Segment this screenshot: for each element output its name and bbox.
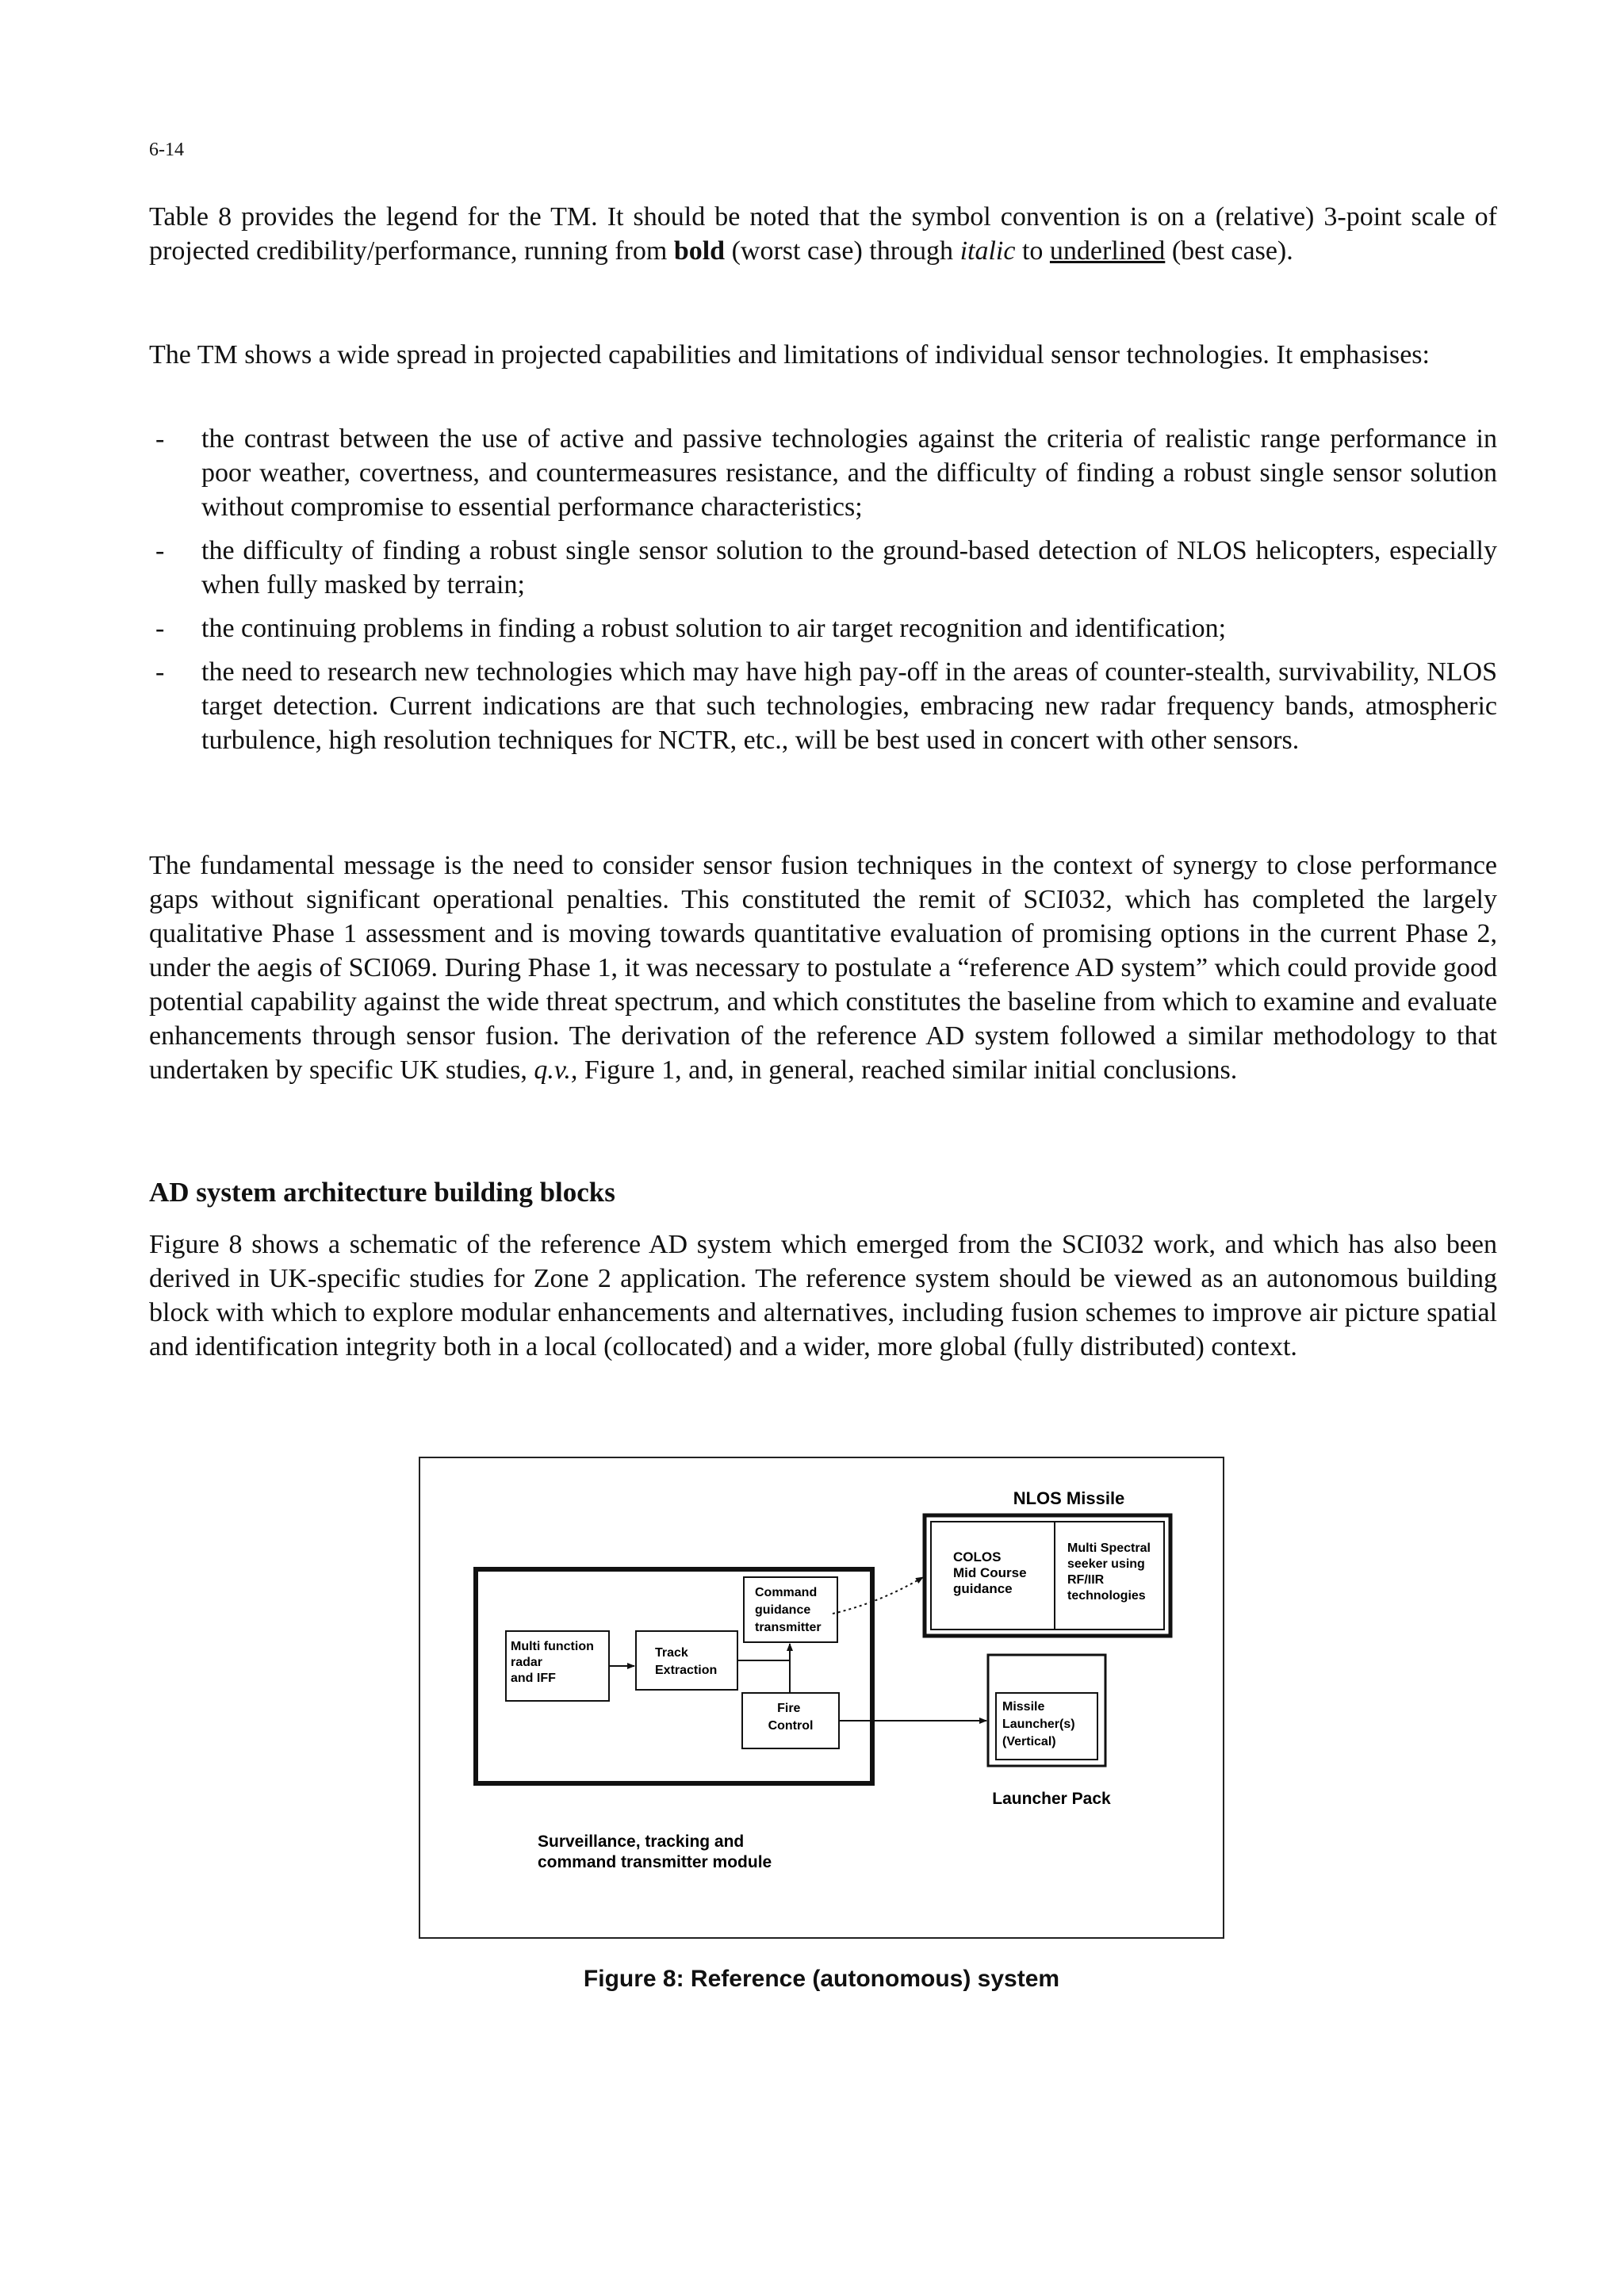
list-item bbox=[155, 611, 1497, 645]
page-number: 6-14 bbox=[149, 140, 184, 160]
surveillance-module-label: Surveillance, tracking and command transmitter module bbox=[538, 1833, 772, 1871]
emphasis-bullet-list bbox=[155, 422, 1497, 767]
bullet-marker: - bbox=[155, 657, 165, 687]
bullet-text: the contrast between the use of active and passive technologies against the criteria of realistic range performance in poor weather, covertness, and countermeasures resistance, and the difficulty of finding a robust single sensor solution without compromise to essential performance characteristics; bbox=[201, 424, 1497, 522]
fire-control-label: Fire Control bbox=[768, 1702, 814, 1733]
figure-diagram bbox=[420, 1458, 1226, 1940]
p3-italic: q.v., bbox=[534, 1055, 578, 1085]
p1-underlined-word: underlined bbox=[1049, 236, 1166, 266]
bullet-marker: - bbox=[155, 424, 165, 454]
section-heading: AD system architecture building blocks bbox=[149, 1177, 615, 1208]
p1-text-2: (worst case) through bbox=[725, 236, 960, 266]
track-extraction-label: Track Extraction bbox=[655, 1646, 718, 1677]
track-to-command-arrow bbox=[737, 1644, 790, 1660]
figure-caption: Figure 8: Reference (autonomous) system bbox=[583, 1966, 1060, 1992]
track-extraction-box bbox=[636, 1631, 737, 1690]
figure-reference-system bbox=[419, 1457, 1224, 1939]
list-item bbox=[155, 655, 1497, 757]
nlos-missile-title: NLOS Missile bbox=[1013, 1488, 1125, 1508]
command-to-missile-link bbox=[833, 1577, 923, 1614]
paragraph-figure-intro: Figure 8 shows a schematic of the reference AD system which emerged from the SCI032 work, and which has also been derived in UK-specific studies for Zone 2 application. The reference system should be viewed as an autonomous building block with which to explore modular enhancements and alternatives, including fusion schemes to improve air picture spatial and identification integrity both in a local (collocated) and a wider, more global (fully distributed) context. bbox=[149, 1230, 1497, 1361]
p1-text-3: to bbox=[1015, 236, 1050, 266]
colos-block: COLOS Mid Course guidance bbox=[953, 1549, 1027, 1596]
p1-text-4: (best case). bbox=[1165, 236, 1293, 266]
bullet-text: the need to research new technologies which may have high pay-off in the areas of counter-stealth, survivability, NLOS target detection. Current indications are that such technologies, embracing new radar frequency bands, atmospheric turbulence, high resolution techniques for NCTR, etc., will be best used in concert with other sensors. bbox=[201, 657, 1497, 755]
launcher-pack-label: Launcher Pack bbox=[992, 1790, 1111, 1808]
p1-italic-word: italic bbox=[959, 236, 1016, 266]
bullet-marker: - bbox=[155, 614, 165, 643]
list-item bbox=[155, 534, 1497, 602]
p1-bold-word: bold bbox=[673, 236, 726, 266]
paragraph-fundamental-message bbox=[149, 848, 1497, 1087]
command-guidance-label: Command guidance transmitter bbox=[755, 1586, 822, 1634]
bullet-text: the difficulty of finding a robust single sensor solution to the ground-based detection of NLOS helicopters, especially when fully masked by terrain; bbox=[201, 536, 1497, 599]
bullet-marker: - bbox=[155, 536, 165, 565]
missile-launcher-label: Missile Launcher(s) (Vertical) bbox=[1002, 1700, 1075, 1748]
list-item bbox=[155, 422, 1497, 524]
bullet-text: the continuing problems in finding a robust solution to air target recognition and identification; bbox=[201, 614, 1227, 643]
paragraph-tm-spread: The TM shows a wide spread in projected capabilities and limitations of individual sensor technologies. It emphasises: bbox=[149, 340, 1430, 370]
p3-text-1: The fundamental message is the need to consider sensor fusion techniques in the context of synergy to close performance gaps without significant operational penalties. This constituted the remit of SCI032, which has completed the largely qualitative Phase 1 assessment and is moving towards quantitative evaluation of promising options in the current Phase 2, under the aegis of SCI069. During Phase 1, it was necessary to postulate a “reference AD system” which could provide good potential capability against the wide threat spectrum, and which constitutes the baseline from which to examine and evaluate enhancements through sensor fusion. The derivation of the reference AD system followed a similar methodology to that undertaken by specific UK studies, bbox=[149, 851, 1497, 1085]
seeker-block: Multi Spectral seeker using RF/IIR technologies bbox=[1067, 1541, 1151, 1603]
p1-text-1: Table 8 provides the legend for the TM. It should be noted that the symbol convention is on a (relative) 3-point scale of projected credibility/performance, running from bbox=[149, 202, 1497, 266]
radar-label: Multi function radar and IFF bbox=[511, 1640, 594, 1685]
p3-text-2: Figure 1, and, in general, reached similar initial conclusions. bbox=[577, 1055, 1238, 1085]
paragraph-table-legend bbox=[149, 200, 1497, 268]
